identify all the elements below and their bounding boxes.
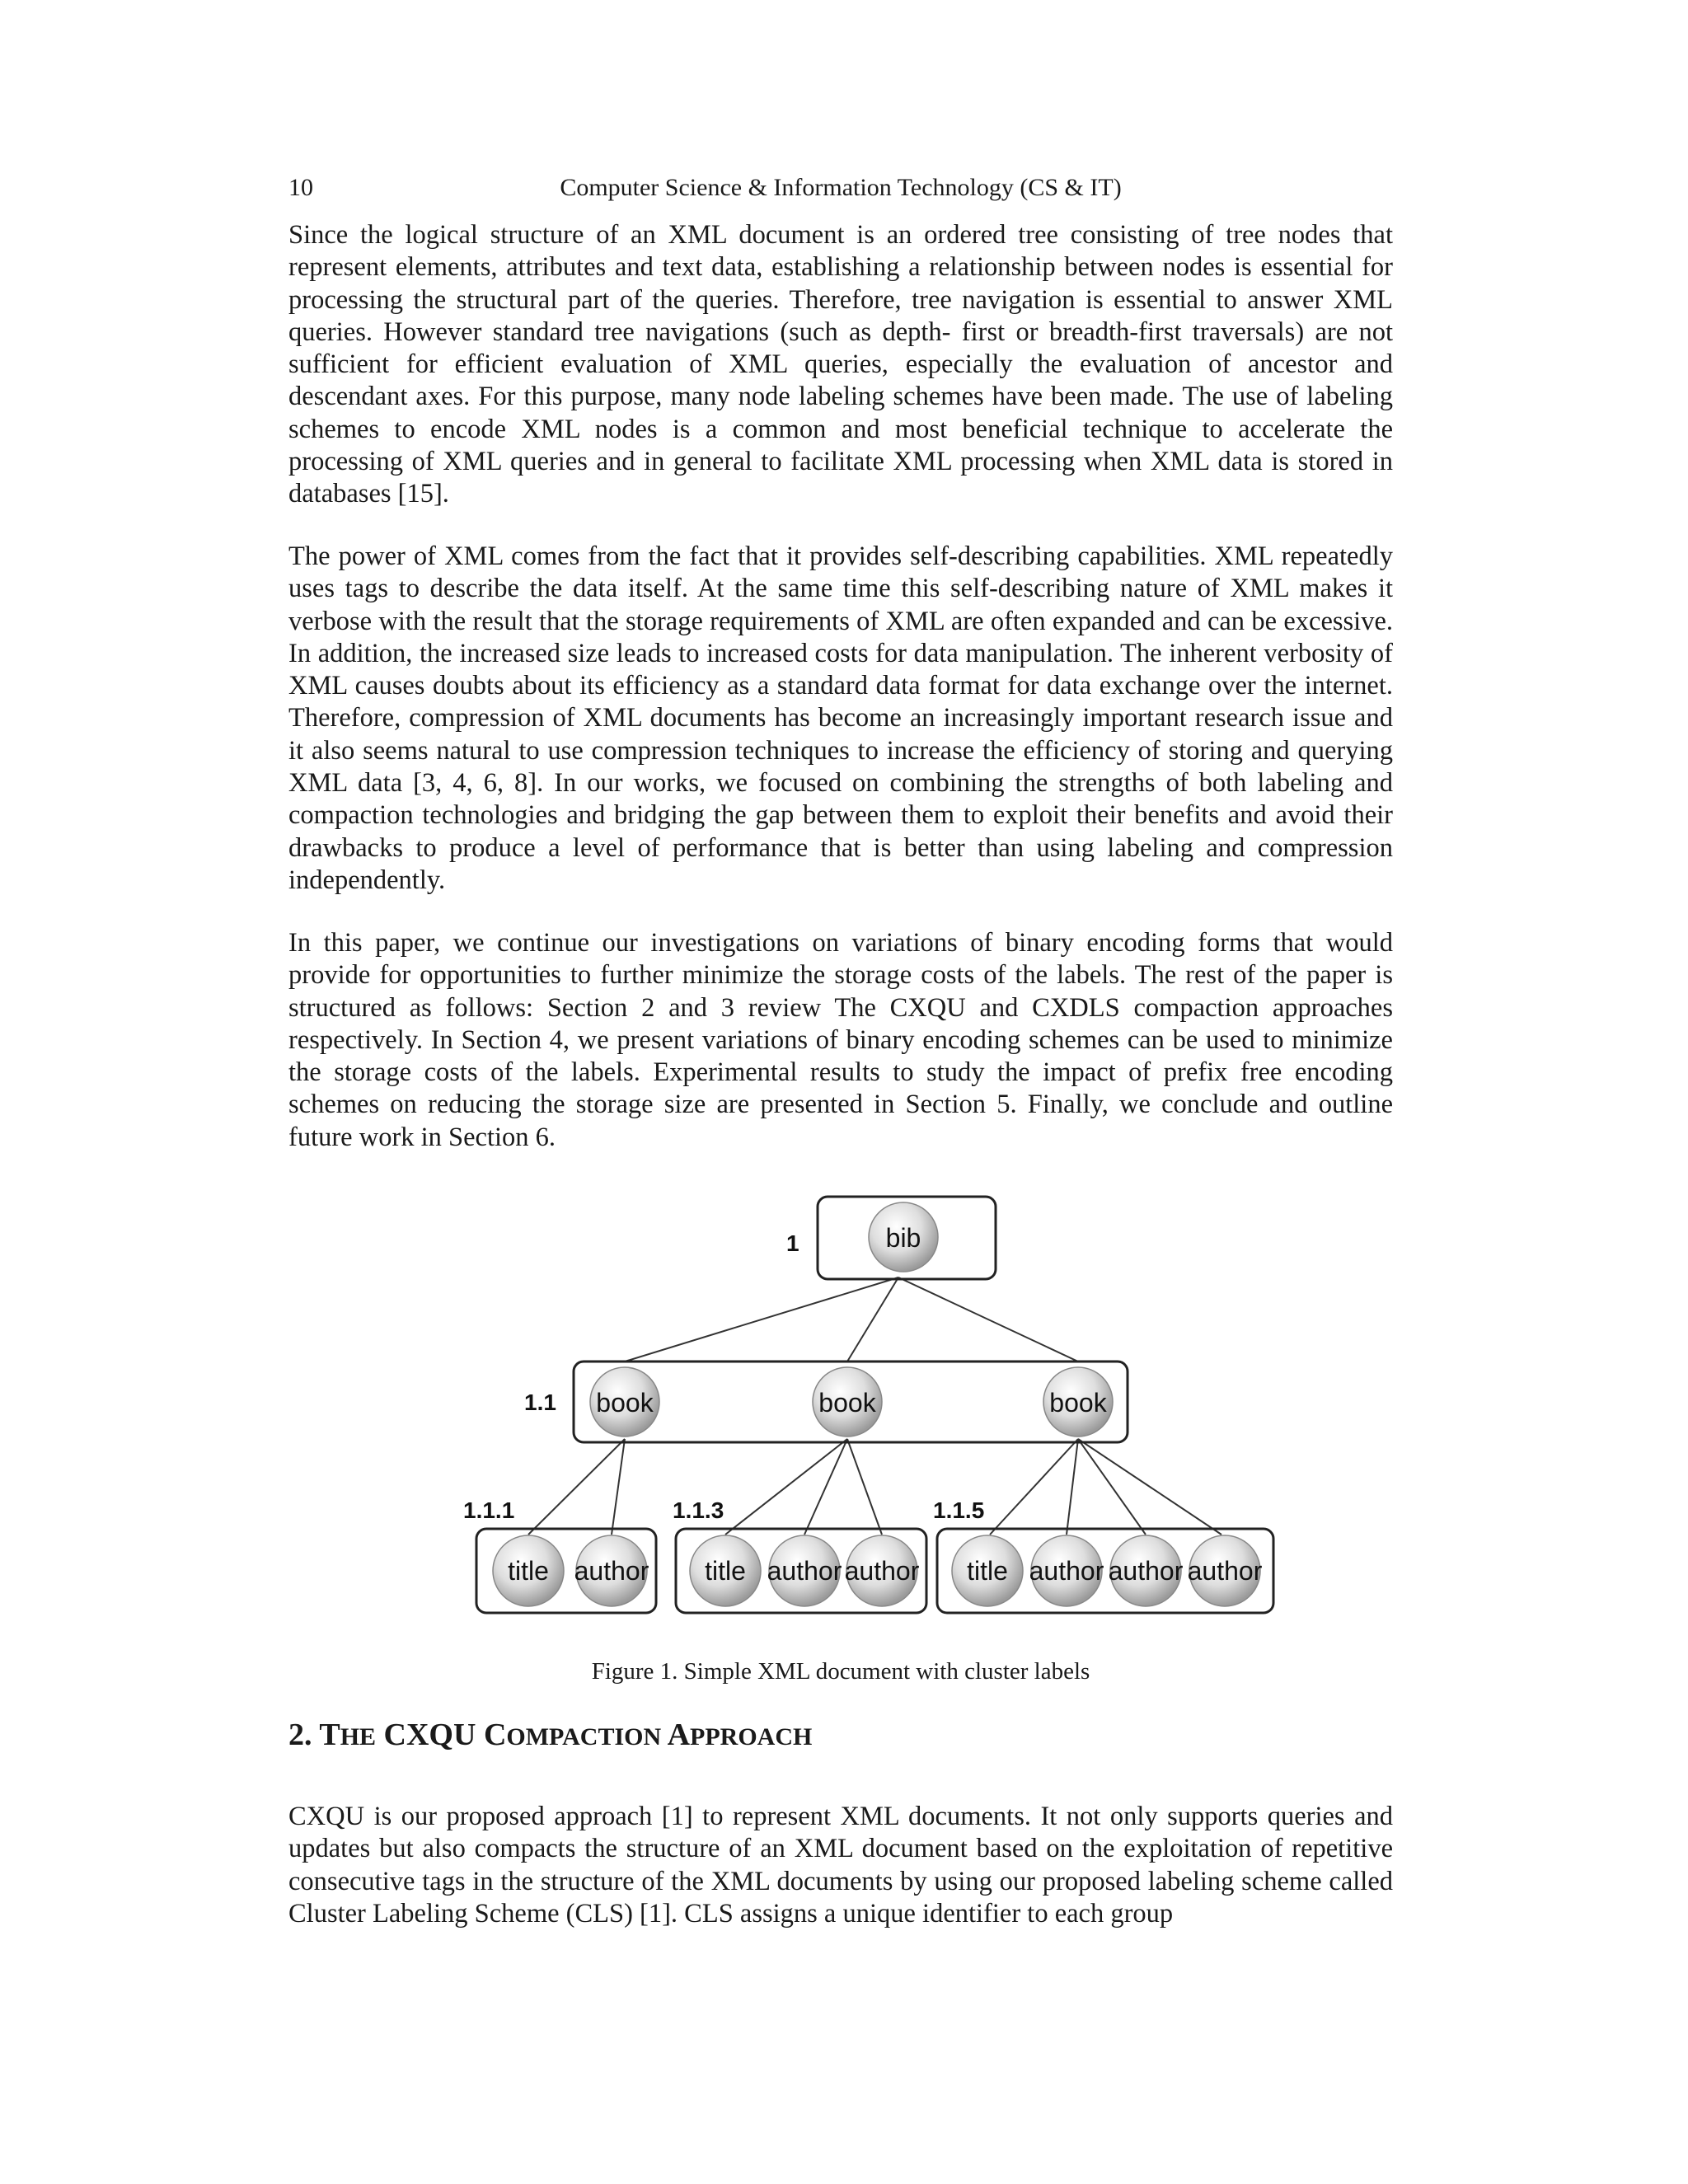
heading-part: CXQU [383, 1718, 476, 1752]
cluster-label-book2: 1.1.3 [673, 1497, 724, 1523]
node-title-2 [690, 1535, 761, 1606]
node-author-2 [767, 1535, 842, 1606]
heading-part: A [667, 1718, 691, 1752]
node-book-3 [1043, 1367, 1113, 1436]
edge-book1-title [528, 1439, 625, 1535]
node-label: author [1108, 1556, 1184, 1586]
edge-book3-author2 [1078, 1439, 1146, 1535]
edge-book3-author1 [1067, 1439, 1078, 1535]
node-author-5 [1109, 1535, 1184, 1606]
node-label: book [596, 1388, 654, 1418]
edge-book2-author2 [847, 1439, 882, 1535]
cluster-label-root: 1 [786, 1230, 799, 1256]
section-heading [288, 1716, 812, 1756]
paragraph-3: In this paper, we continue our investigations on variations of binary encoding forms that would provide for opportunities to further minimize the storage costs of the labels. The rest of the paper is structured as follows: Section 2 and 3 review The CXQU and CXDLS compaction approaches respectively. In Section 4, we present variations of binary encoding schemes can be used to minimize the storage costs of the labels. Experimental results to study the impact of prefix free encoding schemes on reducing the storage size are presented in Section 5. Finally, we conclude and outline future work in Section 6. [288, 928, 1393, 1152]
node-label: title [508, 1556, 549, 1586]
edge-bib-book3 [898, 1277, 1078, 1361]
node-label: author [1187, 1556, 1263, 1586]
cluster-label-books: 1.1 [524, 1390, 556, 1415]
node-label: author [1029, 1556, 1104, 1586]
edge-book3-author3 [1078, 1439, 1221, 1535]
heading-part: OMPACTION [506, 1723, 662, 1750]
node-label: title [705, 1556, 746, 1586]
heading-part: C [483, 1718, 507, 1752]
node-label: bib [885, 1223, 921, 1253]
node-title-3 [952, 1535, 1023, 1606]
paragraph-2: The power of XML comes from the fact that it provides self-describing capabilities. XML repeatedly uses tags to describe the data itself. At the same time this self-describing nature of XML makes it verbose with the result that the storage requirements of XML are often expanded and can be excessive. In addition, the increased size leads to increased costs for data manipulation. The inherent verbosity of XML causes doubts about its efficiency as a standard data format for data exchange over the internet. Therefore, compression of XML documents has become an increasingly important research issue and it also seems natural to use compression techniques to increase the efficiency of storing and querying XML data [3, 4, 6, 8]. In our works, we focused on combining the strengths of both labeling and compaction technologies and bridging the gap between them to exploit their benefits and avoid their drawbacks to produce a level of performance that is better than using labeling and compression independently. [288, 541, 1393, 895]
edge-book3-title [990, 1439, 1078, 1535]
section-number: 2. [288, 1718, 312, 1752]
page-header [288, 170, 1393, 206]
node-label: book [818, 1388, 876, 1418]
cluster-label-book3: 1.1.5 [933, 1497, 985, 1523]
node-author-1 [574, 1535, 649, 1606]
heading-part: T [319, 1718, 340, 1752]
node-title-1 [493, 1535, 564, 1606]
node-author-3 [845, 1535, 920, 1606]
node-book-2 [813, 1367, 882, 1436]
running-title: Computer Science & Information Technology (CS & IT) [560, 174, 1122, 201]
edge-book2-title [725, 1439, 847, 1535]
edge-book1-author [612, 1439, 625, 1535]
edge-bib-book1 [625, 1277, 898, 1361]
xml-tree-figure [445, 1187, 1286, 1632]
node-label: author [574, 1556, 649, 1586]
cluster-label-book1: 1.1.1 [463, 1497, 515, 1523]
edge-book2-author1 [804, 1439, 847, 1535]
node-label: author [844, 1556, 920, 1586]
node-label: title [967, 1556, 1008, 1586]
node-label: book [1049, 1388, 1107, 1418]
heading-part: PPROACH [690, 1723, 813, 1750]
node-book-1 [590, 1367, 659, 1436]
node-author-4 [1029, 1535, 1104, 1606]
heading-part: HE [340, 1723, 377, 1750]
node-bib [869, 1202, 938, 1272]
figure-caption: Figure 1. Simple XML document with cluster labels [591, 1658, 1090, 1685]
section-paragraph: CXQU is our proposed approach [1] to represent XML documents. It not only supports queries and updates but also compacts the structure of an XML document based on the exploitation of repetitive consecutive tags in the structure of the XML documents by using our proposed labeling scheme called Cluster Labeling Scheme (CLS) [1]. CLS assigns a unique identifier to each group [288, 1802, 1393, 1929]
page-number: 10 [288, 174, 313, 201]
node-label: author [767, 1556, 842, 1586]
node-author-6 [1188, 1535, 1263, 1606]
paragraph-1: Since the logical structure of an XML document is an ordered tree consisting of tree nodes that represent elements, attributes and text data, establishing a relationship between nodes is essential for processing the structural part of the queries. Therefore, tree navigation is essential to answer XML queries. However standard tree navigations (such as depth- first or breadth-first traversals) are not sufficient for efficient evaluation of XML queries, especially the evaluation of ancestor and descendant axes. For this purpose, many node labeling schemes have been made. The use of labeling schemes to encode XML nodes is a common and most beneficial technique to accelerate the processing of XML queries and in general to facilitate XML processing when XML data is stored in databases [15]. [288, 220, 1393, 509]
